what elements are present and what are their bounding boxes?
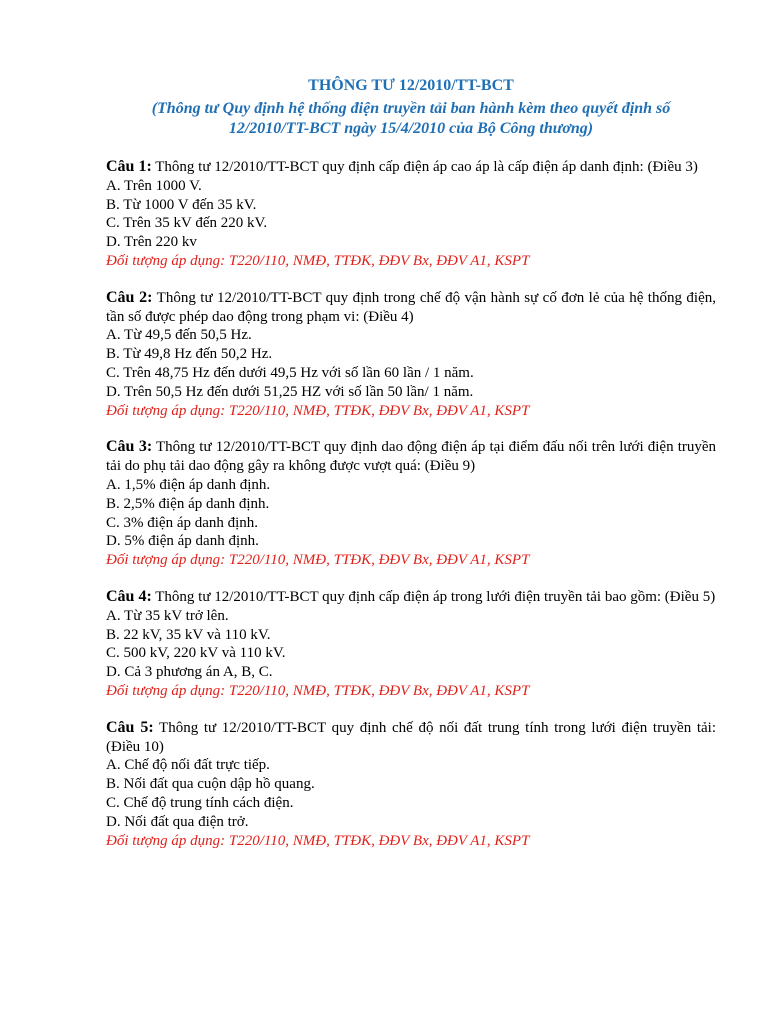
question-number: Câu 1: — [106, 158, 152, 175]
question-stem — [106, 588, 716, 607]
option-c: C. Trên 35 kV đến 220 kV. — [106, 215, 268, 232]
applicable-scope: Đối tượng áp dụng: T220/110, NMĐ, TTĐK, ĐĐV Bx, ĐĐV A1, KSPT — [106, 252, 530, 269]
option-b: B. Từ 1000 V đến 35 kV. — [106, 196, 257, 213]
option-c: C. Chế độ trung tính cách điện. — [106, 794, 294, 811]
option-d: D. Nối đất qua điện trở. — [106, 813, 249, 830]
applicable-scope: Đối tượng áp dụng: T220/110, NMĐ, TTĐK, ĐĐV Bx, ĐĐV A1, KSPT — [106, 682, 530, 699]
option-a: A. Từ 35 kV trở lên. — [106, 607, 229, 624]
question-4 — [106, 588, 716, 701]
option-a: A. Chế độ nối đất trực tiếp. — [106, 757, 270, 774]
question-stem — [106, 719, 716, 757]
question-stem — [106, 158, 716, 177]
option-d: D. Trên 220 kv — [106, 234, 197, 251]
option-a: A. Trên 1000 V. — [106, 177, 202, 194]
question-3 — [106, 438, 716, 570]
question-number: Câu 2: — [106, 288, 153, 306]
question-number: Câu 3: — [106, 438, 153, 456]
question-5 — [106, 719, 716, 851]
subtitle-line-1: (Thông tư Quy định hệ thống điện truyền tải ban hành kèm theo quyết định số — [151, 100, 671, 117]
document-subtitle — [106, 99, 716, 139]
option-b: B. Từ 49,8 Hz đến 50,2 Hz. — [106, 346, 273, 363]
applicable-scope: Đối tượng áp dụng: T220/110, NMĐ, TTĐK, ĐĐV Bx, ĐĐV A1, KSPT — [106, 552, 530, 569]
applicable-scope: Đối tượng áp dụng: T220/110, NMĐ, TTĐK, ĐĐV Bx, ĐĐV A1, KSPT — [106, 832, 530, 849]
document-page — [106, 76, 716, 850]
option-d: D. Cả 3 phương án A, B, C. — [106, 664, 273, 681]
question-stem — [106, 438, 716, 476]
option-a: A. Từ 49,5 đến 50,5 Hz. — [106, 327, 252, 344]
question-text: Thông tư 12/2010/TT-BCT quy định chế độ nối đất trung tính trong lưới điện truyền tải: (Điều 10) — [106, 719, 717, 755]
question-text: Thông tư 12/2010/TT-BCT quy định cấp điện áp trong lưới điện truyền tải bao gồm: (Điều 5) — [155, 588, 716, 605]
question-text: Thông tư 12/2010/TT-BCT quy định cấp điện áp cao áp là cấp điện áp danh định: (Điều 3) — [155, 159, 698, 175]
option-b: B. 2,5% điện áp danh định. — [106, 495, 270, 512]
option-d: D. 5% điện áp danh định. — [106, 533, 259, 550]
question-text: Thông tư 12/2010/TT-BCT quy định trong chế độ vận hành sự cố đơn lẻ của hệ thống điện, tần số được phép dao động trong phạm vi: (Điều 4) — [106, 289, 717, 325]
option-a: A. 1,5% điện áp danh định. — [106, 476, 271, 493]
question-1 — [106, 158, 716, 271]
document-title: THÔNG TƯ 12/2010/TT-BCT — [308, 77, 514, 94]
option-c: C. 500 kV, 220 kV và 110 kV. — [106, 645, 286, 662]
question-2 — [106, 289, 716, 421]
option-b: B. 22 kV, 35 kV và 110 kV. — [106, 626, 271, 643]
question-text: Thông tư 12/2010/TT-BCT quy định dao động điện áp tại điểm đấu nối trên lưới điện truyền tải do phụ tải dao động gây ra không được vượt quá: (Điều 9) — [106, 439, 717, 475]
question-stem — [106, 289, 716, 327]
option-c: C. Trên 48,75 Hz đến dưới 49,5 Hz với số lần 60 lần / 1 năm. — [106, 364, 474, 381]
option-d: D. Trên 50,5 Hz đến dưới 51,25 HZ với số lần 50 lần/ 1 năm. — [106, 383, 474, 400]
question-number: Câu 5: — [106, 718, 154, 736]
option-b: B. Nối đất qua cuộn dập hồ quang. — [106, 776, 315, 793]
option-c: C. 3% điện áp danh định. — [106, 514, 259, 531]
applicable-scope: Đối tượng áp dụng: T220/110, NMĐ, TTĐK, ĐĐV Bx, ĐĐV A1, KSPT — [106, 402, 530, 419]
subtitle-line-2: 12/2010/TT-BCT ngày 15/4/2010 của Bộ Công thương) — [228, 120, 594, 137]
question-number: Câu 4: — [106, 587, 152, 605]
